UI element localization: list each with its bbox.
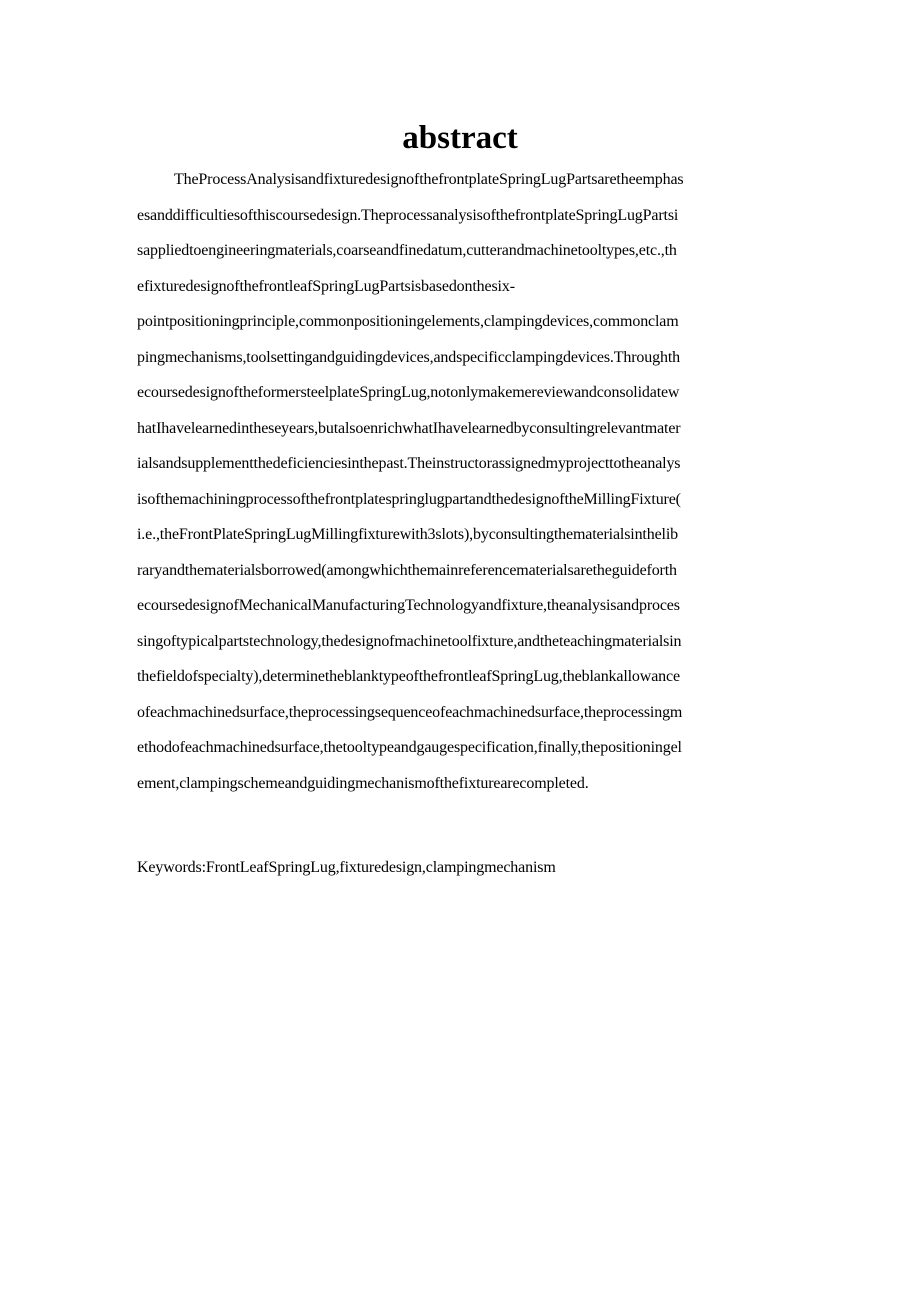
abstract-line: ecoursedesignoftheformersteelplateSpringLug,notonlymakemereviewandconsolidatew: [137, 384, 680, 401]
abstract-line: pointpositioningprinciple,commonpositioningelements,clampingdevices,commonclam: [137, 313, 679, 330]
abstract-line: singoftypicalpartstechnology,thedesignofmachinetoolfixture,andtheteachingmaterialsin: [137, 632, 682, 650]
page-title: abstract: [402, 120, 518, 156]
abstract-line: TheProcessAnalysisandfixturedesignofthefrontplateSpringLugPartsaretheemphas: [174, 171, 684, 188]
abstract-line: ethodofeachmachinedsurface,thetooltypeandgaugespecification,finally,thepositioningel: [137, 739, 682, 756]
abstract-line: thefieldofspecialty),determinetheblanktypeofthefrontleafSpringLug,theblankallowance: [137, 668, 680, 685]
abstract-line: ecoursedesignofMechanicalManufacturingTechnologyandfixture,theanalysisandproces: [137, 597, 680, 614]
abstract-line: ofeachmachinedsurface,theprocessingsequenceofeachmachinedsurface,theprocessingm: [137, 703, 683, 721]
abstract-line: i.e.,theFrontPlateSpringLugMillingfixturewith3slots),byconsultingthematerialsinthelib: [137, 526, 678, 543]
abstract-line: raryandthematerialsborrowed(amongwhichthemainreferencematerialsaretheguideforth: [137, 561, 677, 579]
abstract-line: isofthemachiningprocessofthefrontplatespringlugpartandthedesignoftheMillingFixture(: [137, 490, 681, 508]
abstract-line: esanddifficultiesofthiscoursedesign.TheprocessanalysisofthefrontplateSpringLugPartsi: [137, 206, 679, 224]
keywords-line: Keywords:FrontLeafSpringLug,fixturedesign,clampingmechanism: [137, 859, 556, 876]
abstract-line: hatIhavelearnedintheseyears,butalsoenrichwhatIhavelearnedbyconsultingrelevantmater: [137, 419, 681, 437]
abstract-line: ialsandsupplementthedeficienciesinthepast.Theinstructorassignedmyprojecttotheanalys: [137, 455, 681, 472]
abstract-line: efixturedesignofthefrontleafSpringLugPartsisbasedonthesix-: [137, 277, 515, 295]
abstract-line: sappliedtoengineeringmaterials,coarseandfinedatum,cutterandmachinetooltypes,etc.,th: [137, 242, 677, 259]
abstract-line: ement,clampingschemeandguidingmechanismofthefixturearecompleted.: [137, 774, 589, 792]
abstract-body: [137, 167, 785, 806]
abstract-line: pingmechanisms,toolsettingandguidingdevices,andspecificclampingdevices.Throughth: [137, 348, 680, 366]
